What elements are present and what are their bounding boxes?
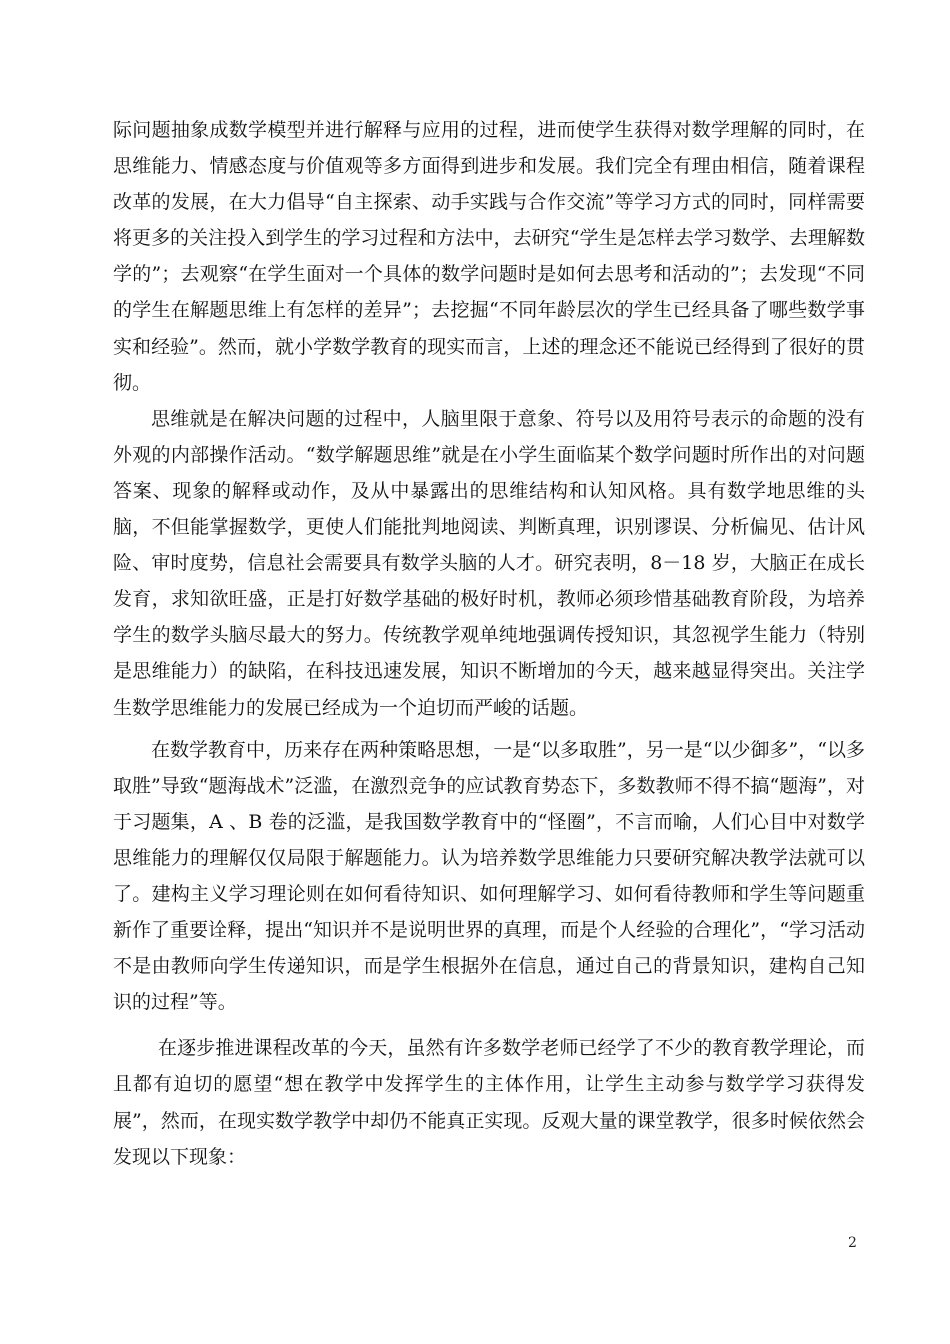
paragraph-1: 际问题抽象成数学模型并进行解释与应用的过程，进而使学生获得对数学理解的同时，在思维能力、情感态度与价值观等多方面得到进步和发展。我们完全有理由相信，随着课程改革的发展，在大力倡导“自主探索、动手实践与合作交流”等学习方式的同时，同样需要将更多的关注投入到学生的学习过程和方法中，去研究“学生是怎样去学习数学、去理解数学的”；去观察“在学生面对一个具体的数学问题时是如何去思考和活动的”；去发现“不同的学生在解题思维上有怎样的差异”；去挖掘“不同年龄层次的学生已经具备了哪些数学事实和经验”。然而，就小学数学教育的现实而言，上述的理念还不能说已经得到了很好的贯彻。 bbox=[113, 119, 865, 394]
body-text bbox=[113, 112, 865, 1175]
page-number: 2 bbox=[848, 1235, 857, 1251]
paragraph-2: 思维就是在解决问题的过程中，人脑里限于意象、符号以及用符号表示的命题的没有外观的内部操作活动。“数学解题思维”就是在小学生面临某个数学问题时所作出的对问题答案、现象的解释或动作，及从中暴露出的思维结构和认知风格。具有数学地思维的头脑，不但能掌握数学，更使人们能批判地阅读、判断真理，识别谬误、分析偏见、估计风险、审时度势，信息社会需要具有数学头脑的人才。研究表明，8－18 岁，大脑正在成长发育，求知欲旺盛，正是打好数学基础的极好时机，教师必须珍惜基础教育阶段，为培养学生的数学头脑尽最大的努力。传统教学观单纯地强调传授知识，其忽视学生能力（特别是思维能力）的缺陷，在科技迅速发展，知识不断增加的今天，越来越显得突出。关注学生数学思维能力的发展已经成为一个迫切而严峻的话题。 bbox=[113, 407, 865, 719]
paragraph-4: 在逐步推进课程改革的今天，虽然有许多数学老师已经学了不少的教育教学理论，而且都有迫切的愿望“想在教学中发挥学生的主体作用，让学生主动参与数学学习获得发展”，然而，在现实数学教学中却仍不能真正实现。反观大量的课堂教学，很多时候依然会发现以下现象： bbox=[113, 1037, 865, 1168]
paragraph-3: 在数学教育中，历来存在两种策略思想，一是“以多取胜”，另一是“以少御多”，“以多取胜”导致“题海战术”泛滥，在激烈竞争的应试教育势态下，多数教师不得不搞“题海”，对于习题集，A 、B 卷的泛滥，是我国数学教育中的“怪圈”，不言而喻，人们心目中对数学思维能力的理解仅仅局限于解题能力。认为培养数学思维能力只要研究解决教学法就可以了。建构主义学习理论则在如何看待知识、如何理解学习、如何看待教师和学生等问题重新作了重要诠释，提出“知识并不是说明世界的真理，而是个人经验的合理化”，“学习活动不是由教师向学生传递知识，而是学生根据外在信息，通过自己的背景知识，建构自己知识的过程”等。 bbox=[113, 738, 865, 1014]
